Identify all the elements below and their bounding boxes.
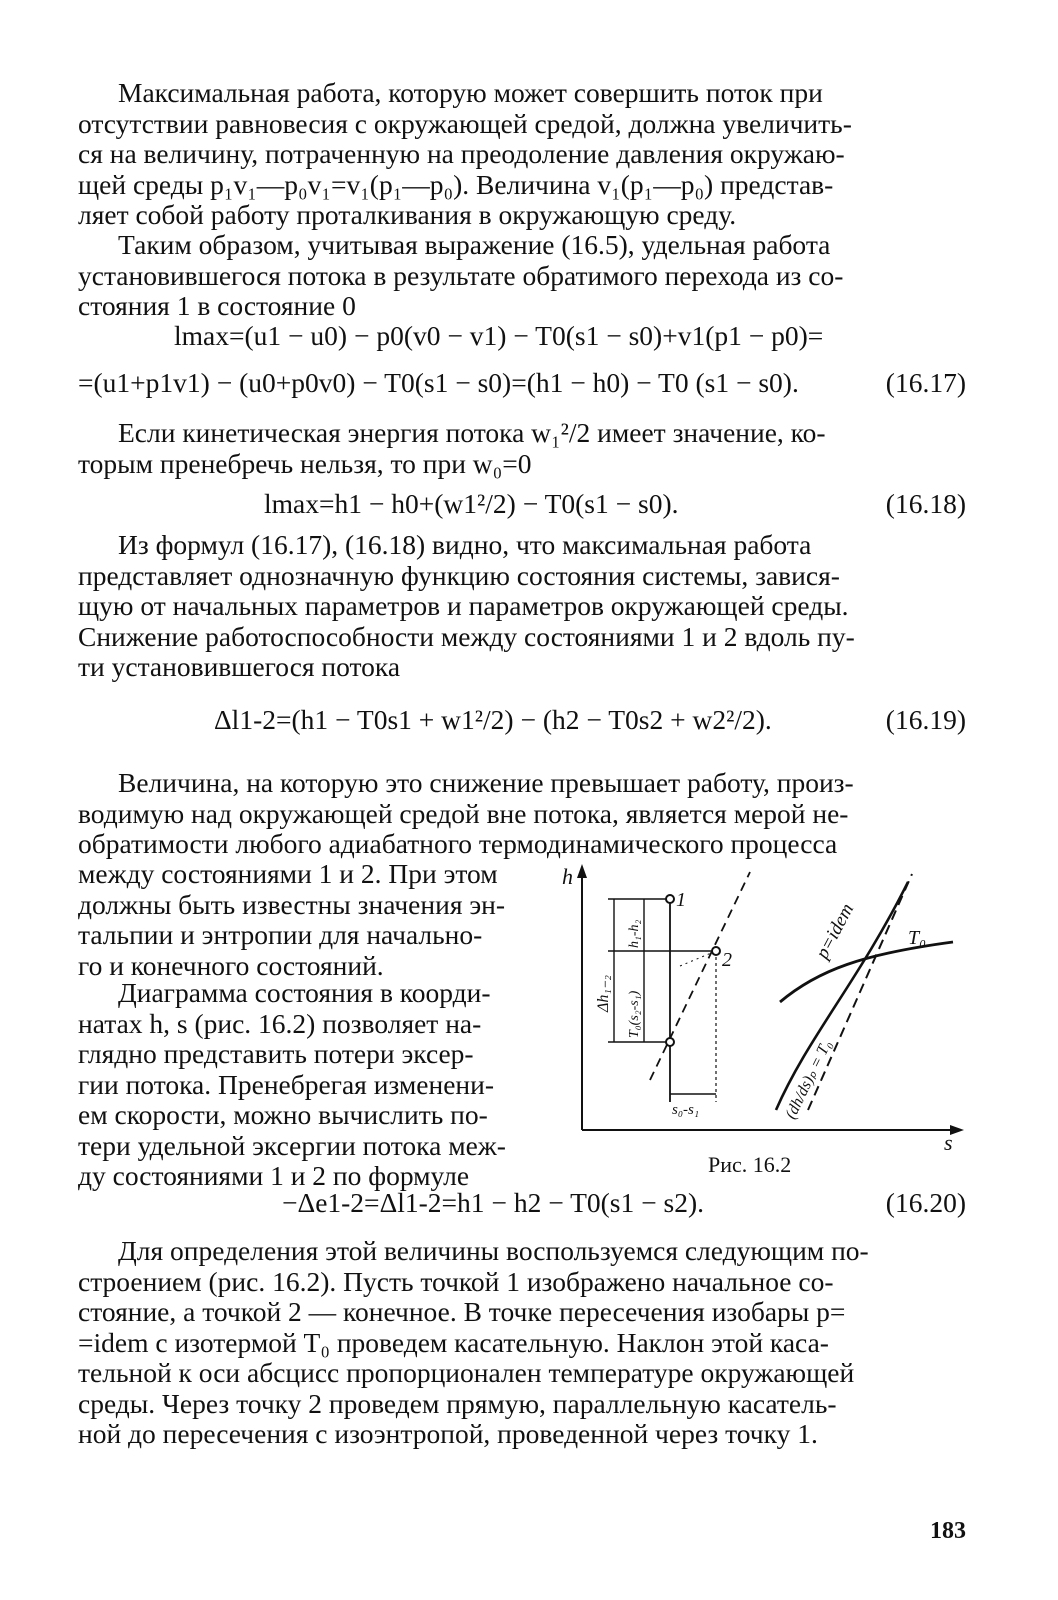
axis-label-h: h xyxy=(562,864,573,889)
equation-number: (16.18) xyxy=(885,488,966,519)
h1-h2-label: h₁-h₂ xyxy=(627,919,642,948)
text-line: Диаграмма состояния в коорди- xyxy=(118,977,491,1008)
s0-s1-label: s₀-s₁ xyxy=(672,1102,700,1118)
text-line: ти установившегося потока xyxy=(78,651,401,682)
isotherm-label: T₀ xyxy=(908,927,927,949)
equation-16-19: Δl1-2=(h1 − T0s1 + w1²/2) − (h2 − T0s2 + w2²/2). xyxy=(214,704,772,735)
text-line: ду состояниями 1 и 2 по формуле xyxy=(78,1160,470,1191)
figure-16-2-hs-diagram xyxy=(558,862,968,1152)
text-line: глядно представить потери эксер- xyxy=(78,1038,474,1069)
dh-label: Δh₁₋₂ xyxy=(595,975,612,1012)
text-line: стояние, а точкой 2 — конечное. В точке пересечения изобары p= xyxy=(78,1296,846,1327)
text-line: Из формул (16.17), (16.18) видно, что максимальная работа xyxy=(118,529,812,560)
text-line: Величина, на которую это снижение превышает работу, произ- xyxy=(118,767,854,798)
text-line: водимую над окружающей средой вне потока, является мерой не- xyxy=(78,797,849,829)
axis-label-s: s xyxy=(944,1130,953,1152)
text-line: Максимальная работа, которую может совершить поток при xyxy=(118,77,823,108)
text-line: го и конечного состояний. xyxy=(78,949,384,981)
point-2-label: 2 xyxy=(722,949,732,971)
paragraph-max-work xyxy=(78,78,966,231)
point-1-marker xyxy=(666,895,674,903)
equation-16-18: lmax=h1 − h0+(w1²/2) − T0(s1 − s0). xyxy=(264,488,679,519)
paragraph-irreversibility xyxy=(78,768,966,860)
text-line: торым пренебречь нельзя, то при w₀=0 xyxy=(78,447,532,479)
text-line: =idem с изотермой T₀ проведем касательную. Наклон этой каса- xyxy=(78,1326,829,1358)
text-line: Снижение работоспособности между состояниями 1 и 2 вдоль пу- xyxy=(78,620,855,652)
figure-caption: Рис. 16.2 xyxy=(708,1152,792,1177)
paragraph-diagram xyxy=(78,978,556,1192)
text-line: ем скорости, можно вычислить по- xyxy=(78,1099,488,1130)
text-line: отсутствии равновесия с окружающей средой, должна увеличить- xyxy=(78,107,852,139)
h-axis-arrow-icon xyxy=(577,864,587,878)
equation-16-20: −Δe1-2=Δl1-2=h1 − h2 − T0(s1 − s2). xyxy=(282,1187,704,1218)
text-line: среды. Через точку 2 проведем прямую, параллельную касатель- xyxy=(78,1387,837,1419)
text-line: строением (рис. 16.2). Пусть точкой 1 изображено начальное со- xyxy=(78,1265,834,1297)
text-line: тельной к оси абсцисс пропорционален температуре окружающей xyxy=(78,1357,855,1388)
text-line: Таким образом, учитывая выражение (16.5), удельная работа xyxy=(118,229,831,260)
paragraph-state-function xyxy=(78,530,966,683)
text-line: щей среды p₁v₁—p₀v₁=v₁(p₁—p₀). Величина v₁(p₁—p₀) представ- xyxy=(78,168,834,200)
text-line: представляет однозначную функцию состояния системы, завися- xyxy=(78,559,840,591)
text-line: натах h, s (рис. 16.2) позволяет на- xyxy=(78,1007,482,1039)
text-line: Для определения этой величины воспользуемся следующим по- xyxy=(118,1235,869,1266)
T0-s-label: T₀(s₂-s₁) xyxy=(627,990,642,1038)
text-line: стояния 1 в состояние 0 xyxy=(78,290,356,321)
text-line: тальпии и энтропии для начально- xyxy=(78,919,483,950)
text-line: обратимости любого адиабатного термодинамического процесса xyxy=(78,828,838,859)
paragraph-kinetic-energy xyxy=(78,418,966,479)
point-1-label: 1 xyxy=(676,889,686,911)
point-2-marker xyxy=(712,947,720,955)
text-line: ся на величину, потраченную на преодоление давления окружаю- xyxy=(78,138,845,169)
paragraph-construction xyxy=(78,1236,966,1450)
text-line: ляет собой работу проталкивания в окружающую среду. xyxy=(78,199,737,230)
paragraph-irreversibility-cont xyxy=(78,859,556,981)
equation-16-17-line2: =(u1+p1v1) − (u0+p0v0) − T0(s1 − s0)=(h1 − h0) − T0 (s1 − s0). xyxy=(78,367,799,398)
text-line: между состояниями 1 и 2. При этом xyxy=(78,858,498,889)
text-line: должны быть известны значения эн- xyxy=(78,888,506,920)
text-line: Если кинетическая энергия потока w₁²/2 имеет значение, ко- xyxy=(118,417,826,448)
equation-16-17-line1: lmax=(u1 − u0) − p0(v0 − v1) − T0(s1 − s0)+v1(p1 − p0)= xyxy=(174,320,824,351)
text-line: ной до пересечения с изоэнтропой, проведенной через точку 1. xyxy=(78,1418,818,1449)
equation-number: (16.19) xyxy=(885,704,966,735)
text-line: щую от начальных параметров и параметров окружающей среды. xyxy=(78,590,849,621)
isobar-label: p=idem xyxy=(811,900,859,963)
paragraph-specific-work xyxy=(78,230,966,322)
equation-number: (16.17) xyxy=(885,367,966,398)
text-line: установившегося потока в результате обратимого перехода из со- xyxy=(78,259,844,291)
point-0-marker xyxy=(666,1038,674,1046)
page-number: 183 xyxy=(930,1518,966,1544)
text-line: гии потока. Пренебрегая изменени- xyxy=(78,1068,495,1100)
slope-label: (dh/ds)ₚ = T₀ xyxy=(782,1037,836,1122)
text-line: тери удельной эксергии потока меж- xyxy=(78,1129,506,1161)
equation-number: (16.20) xyxy=(885,1187,966,1218)
